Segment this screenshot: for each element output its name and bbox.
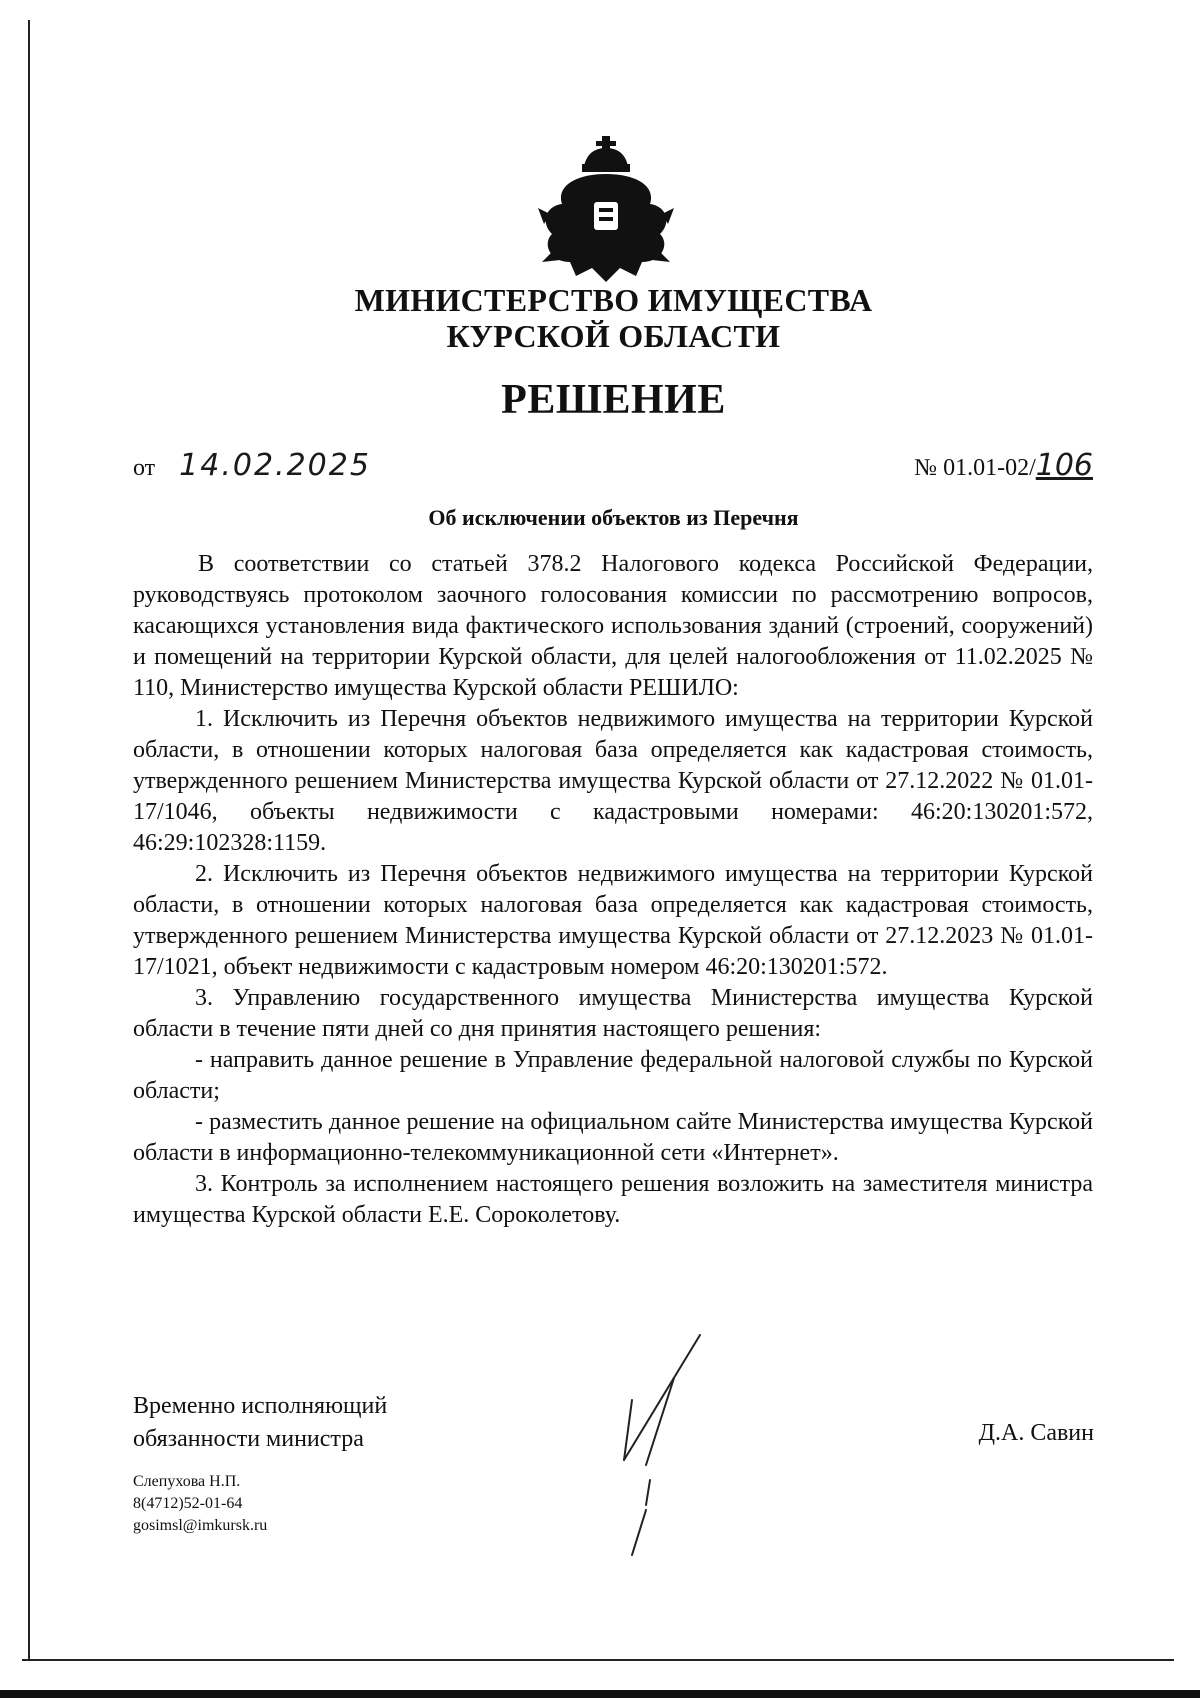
decision-item-control: 3. Контроль за исполнением настоящего решения возложить на заместителя министра имущества Курской области Е.Е. Сороколетову.	[133, 1171, 1093, 1228]
ministry-name-line2: КУРСКОЙ ОБЛАСТИ	[446, 318, 781, 354]
signer-position-line2: обязанности министра	[133, 1426, 364, 1452]
executor-name: Слепухова Н.П.	[133, 1473, 241, 1490]
decision-item-1: 1. Исключить из Перечня объектов недвижимого имущества на территории Курской области, в отношении которых налоговая база определяется как кадастровая стоимость, утвержденного решением Министерства имущества Курской области от 27.12.2022 № 01.01-17/1046, объекты недвижимости с кадастровыми номерами: 46:20:130201:572, 46:29:102328:1159.	[133, 706, 1093, 856]
executor-email: gosimsl@imkursk.ru	[133, 1517, 268, 1534]
handwritten-date: 14.02.2025	[179, 448, 371, 483]
scan-border-bottom	[22, 1659, 1174, 1661]
number-prefix: № 01.01-02/	[914, 455, 1036, 481]
scan-edge	[0, 1690, 1200, 1698]
signature-mark	[612, 1330, 732, 1570]
document-number	[914, 448, 1093, 483]
document-body	[133, 549, 1093, 1231]
preamble-paragraph: В соответствии со статьей 378.2 Налогового кодекса Российской Федерации, руководствуясь протоколом заочного голосования комиссии по рассмотрению вопросов, касающихся установления вида фактического использования зданий (строений, сооружений) и помещений на территории Курской области, для целей налогообложения от 11.02.2025 № 110, Министерство имущества Курской области РЕШИЛО:	[133, 551, 1093, 701]
signer-position	[133, 1390, 387, 1456]
signer-name: Д.А. Савин	[978, 1420, 1094, 1446]
scan-border-left	[28, 20, 30, 1660]
sub-item-publish: - разместить данное решение на официальном сайте Министерства имущества Курской области в информационно-телекоммуникационной сети «Интернет».	[133, 1109, 1093, 1166]
document-type-title: РЕШЕНИЕ	[501, 377, 726, 423]
sub-item-send: - направить данное решение в Управление федеральной налоговой службы по Курской области;	[133, 1047, 1093, 1104]
coat-of-arms-icon	[536, 136, 676, 286]
date-prefix: от	[133, 455, 156, 481]
signer-position-line1: Временно исполняющий	[133, 1393, 388, 1419]
handwritten-number: 106	[1035, 448, 1093, 483]
decision-item-2: 2. Исключить из Перечня объектов недвижимого имущества на территории Курской области, в отношении которых налоговая база определяется как кадастровая стоимость, утвержденного решением Министерства имущества Курской области от 27.12.2023 № 01.01-17/1021, объект недвижимости с кадастровым номером 46:20:130201:572.	[133, 861, 1093, 980]
executor-contact	[133, 1471, 267, 1537]
executor-phone: 8(4712)52-01-64	[133, 1495, 243, 1512]
document-subject: Об исключении объектов из Перечня	[428, 505, 799, 530]
document-date	[133, 448, 371, 483]
decision-item-3: 3. Управлению государственного имущества Министерства имущества Курской области в течение пяти дней со дня принятия настоящего решения:	[133, 985, 1093, 1042]
ministry-name-line1: МИНИСТЕРСТВО ИМУЩЕСТВА	[354, 282, 873, 318]
